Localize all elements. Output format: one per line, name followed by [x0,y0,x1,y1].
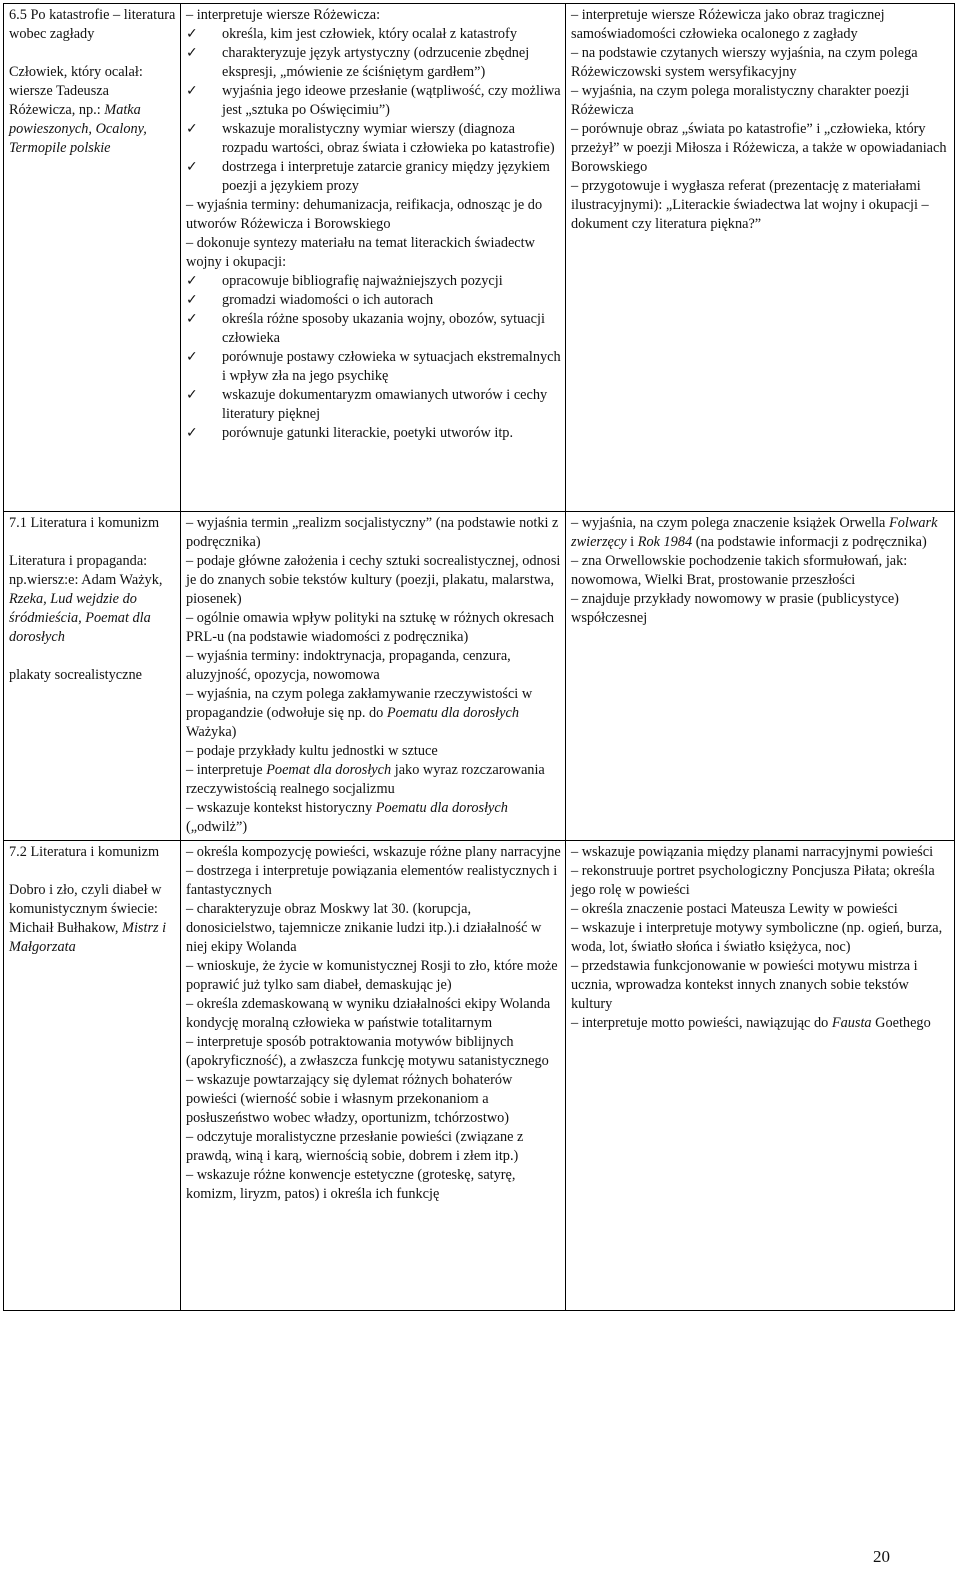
text-segment: – rekonstruuje portret psychologiczny Poncjusza Piłata; określa jego rolę w powieści [571,863,935,898]
text-segment: – interpretuje wiersze Różewicza: [186,7,381,23]
checkmark-icon: ✓ [186,121,198,137]
paragraph [186,1071,561,1128]
italic-title-text: Folwark zwierzęcy [571,515,938,550]
text-segment: – interpretuje wiersze Różewicza jako obraz tragicznej samoświadomości człowieka ocalonego z zagłady [571,7,885,42]
text-segment: – wskazuje i interpretuje motywy symboliczne (np. ogień, burza, woda, lot, światło słońca i światło księżyca, noc) [571,920,943,955]
spacer [9,533,176,552]
extended-requirements-cell [566,512,955,841]
paragraph [186,196,561,234]
checklist-item [186,158,561,196]
text-segment: – interpretuje motto powieści, nawiązując do [571,1015,832,1031]
text-segment: – wskazuje różne konwencje estetyczne (groteskę, satyrę, komizm, liryzm, patos) i określa ich funkcję [186,1167,516,1202]
paragraph [571,957,950,1014]
topic-cell [4,512,181,841]
checkmark-icon: ✓ [186,387,198,403]
paragraph [9,843,176,862]
paragraph [186,1033,561,1071]
text-segment: (na podstawie informacji z podręcznika) [692,534,927,550]
text-segment: – na podstawie czytanych wierszy wyjaśnia, na czym polega Różewiczowski system wersyfikacyjny [571,45,918,80]
checklist-item [186,25,561,44]
paragraph [186,647,561,685]
paragraph [9,63,176,158]
extended-requirements-cell [566,841,955,1311]
text-segment: – dostrzega i interpretuje powiązania elementów realistycznych i fantastycznych [186,863,558,898]
paragraph [571,843,950,862]
paragraph [571,862,950,900]
paragraph [186,6,561,25]
paragraph [186,957,561,995]
spacer [9,647,176,666]
paragraph [186,862,561,900]
text-segment: porównuje gatunki literackie, poetyki utworów itp. [222,425,514,441]
paragraph [186,761,561,799]
paragraph [571,6,950,44]
text-segment: Człowiek, który ocalał: wiersze Tadeusza Różewicza, np.: [9,64,143,118]
text-segment: i [626,534,638,550]
text-segment: – podaje główne założenia i cechy sztuki socrealistycznej, odnosi je do znanych sobie tekstów kultury (poezji, plakatu, malarstwa, piosenek) [186,553,561,607]
italic-title-text: Poematu dla dorosłych [386,705,519,721]
paragraph [571,919,950,957]
paragraph [571,514,950,552]
paragraph [571,590,950,628]
text-segment: – wskazuje kontekst historyczny [186,800,376,816]
text-segment: – porównuje obraz „świata po katastrofie” i „człowieka, który przeżył” w poezji Miłosza i Różewicza, a także w opowiadaniach Borowskiego [571,121,947,175]
text-segment: Literatura i propaganda: np.wiersz:e: Adam Ważyk, [9,553,163,588]
spacer [9,862,176,881]
checklist-item [186,386,561,424]
text-segment: – wyjaśnia, na czym polega zakłamywanie rzeczywistości w propagandzie (odwołuje się np. do [186,686,533,721]
text-segment: – dokonuje syntezy materiału na temat literackich świadectw wojny i okupacji: [186,235,535,270]
paragraph [571,120,950,177]
basic-requirements-cell [181,841,566,1311]
checklist-item [186,120,561,158]
text-segment: – przygotowuje i wygłasza referat (prezentację z materiałami ilustracyjnymi): „Literackie świadectwa lat wojny i okupacji – dokument czy literatura piękna?” [571,178,929,232]
text-segment: określa różne sposoby ukazania wojny, obozów, sytuacji człowieka [222,311,545,346]
text-segment: – charakteryzuje obraz Moskwy lat 30. (korupcja, donosicielstwo, tajemnicze znikanie ludzi itp.).i działalność w niej ekipy Wolanda [186,901,542,955]
text-segment: – zna Orwellowskie pochodzenie takich sformułowań, jak: nowomowa, Wielki Brat, prostowanie przeszłości [571,553,908,588]
text-segment: – interpretuje sposób potraktowania motywów biblijnych (apokryficzność), a zwłaszcza funkcję motywu satanistycznego [186,1034,549,1069]
topic-cell [4,4,181,512]
text-segment: – określa kompozycję powieści, wskazuje różne plany narracyjne [186,844,561,860]
italic-title-text: Rok 1984 [637,534,693,550]
checkmark-icon: ✓ [186,45,198,61]
text-segment: określa, kim jest człowiek, który ocalał z katastrofy [222,26,517,42]
topic-cell [4,841,181,1311]
text-segment: – znajduje przykłady nowomowy w prasie (publicystyce) współczesnej [571,591,899,626]
checkmark-icon: ✓ [186,159,198,175]
paragraph [186,514,561,552]
text-segment: 7.1 Literatura i komunizm [9,515,160,531]
paragraph [9,666,176,685]
checklist-item [186,348,561,386]
text-segment: dostrzega i interpretuje zatarcie granicy między językiem poezji a językiem prozy [222,159,550,194]
checkmark-icon: ✓ [186,311,198,327]
text-segment: – wskazuje powtarzający się dylemat różnych bohaterów powieści (wierność sobie i własnym przekonaniom a posłuszeństwo wobec władzy, oportunizm, tchórzostwo) [186,1072,513,1126]
checkmark-icon: ✓ [186,83,198,99]
paragraph [571,1014,950,1033]
text-segment: wskazuje dokumentaryzm omawianych utworów i cechy literatury pięknej [222,387,548,422]
text-segment: Goethego [871,1015,931,1031]
text-segment: gromadzi wiadomości o ich autorach [222,292,434,308]
text-segment: – podaje przykłady kultu jednostki w sztuce [186,743,438,759]
checklist-item [186,424,561,443]
text-segment: – określa zdemaskowaną w wyniku działalności ekipy Wolanda kondycję moralną człowieka w państwie totalitarnym [186,996,551,1031]
text-segment: – wyjaśnia terminy: dehumanizacja, reifikacja, odnosząc je do utworów Różewicza i Borowskiego [186,197,543,232]
text-segment: – wnioskuje, że życie w komunistycznej Rosji to zło, które może poprawić już tylko sam diabeł, demaskując je) [186,958,558,993]
italic-title-text: Fausta [831,1015,872,1031]
text-segment: wyjaśnia jego ideowe przesłanie (wątpliwość, czy możliwa jest „sztuka po Oświęcimiu”) [222,83,561,118]
paragraph [9,514,176,533]
italic-title-text: Poematu dla dorosłych [375,800,508,816]
spacer [9,44,176,63]
paragraph [571,552,950,590]
paragraph [186,1128,561,1166]
paragraph [186,685,561,742]
paragraph [186,799,561,837]
table-body [4,4,955,1311]
text-segment: opracowuje bibliografię najważniejszych pozycji [222,273,503,289]
text-segment: plakaty socrealistyczne [9,667,142,683]
checkmark-icon: ✓ [186,292,198,308]
paragraph [186,900,561,957]
paragraph [186,843,561,862]
table-row [4,4,955,512]
paragraph [571,900,950,919]
checklist-item [186,82,561,120]
text-segment: – wyjaśnia termin „realizm socjalistyczny” (na podstawie notki z podręcznika) [186,515,559,550]
text-segment: – wskazuje powiązania między planami narracyjnymi powieści [571,844,934,860]
page-number: 20 [873,1547,890,1566]
text-segment: – odczytuje moralistyczne przesłanie powieści (związane z prawdą, winą i karą, wiernością sobie, dobrem i złem itp.) [186,1129,524,1164]
text-segment: – interpretuje [186,762,267,778]
checklist-item [186,291,561,310]
basic-requirements-cell [181,512,566,841]
basic-requirements-cell [181,4,566,512]
paragraph [186,609,561,647]
paragraph [571,177,950,234]
text-segment: – określa znaczenie postaci Mateusza Lewity w powieści [571,901,898,917]
table-row [4,841,955,1311]
extended-requirements-cell [566,4,955,512]
italic-title-text: Rzeka, Lud wejdzie do śródmieścia, Poemat dla dorosłych [9,591,151,645]
paragraph [186,234,561,272]
text-segment: charakteryzuje język artystyczny (odrzucenie zbędnej ekspresji, „mówienie ze ściśniętym gardłem”) [222,45,530,80]
text-segment: wskazuje moralistyczny wymiar wierszy (diagnoza rozpadu wartości, obraz świata i człowieka po katastrofie) [222,121,555,156]
paragraph [186,1166,561,1204]
checkmark-icon: ✓ [186,425,198,441]
paragraph [571,44,950,82]
checklist-item [186,272,561,291]
italic-title-text: Poemat dla dorosłych [266,762,392,778]
italic-title-text: Matka powieszonych, Ocalony, Termopile polskie [9,102,147,156]
checkmark-icon: ✓ [186,26,198,42]
paragraph [9,6,176,44]
paragraph [9,552,176,647]
text-segment: 7.2 Literatura i komunizm [9,844,160,860]
paragraph [186,552,561,609]
text-segment: 6.5 Po katastrofie – literatura wobec zagłady [9,7,176,42]
text-segment: porównuje postawy człowieka w sytuacjach ekstremalnych i wpływ zła na jego psychikę [222,349,561,384]
text-segment: – wyjaśnia terminy: indoktrynacja, propaganda, cenzura, aluzyjność, opozycja, nowomowa [186,648,511,683]
paragraph [571,82,950,120]
text-segment: – przedstawia funkcjonowanie w powieści motywu mistrza i ucznia, wprowadza kontekst innych znanych sobie tekstów kultury [571,958,918,1012]
text-segment: („odwilż”) [186,819,248,835]
paragraph [9,881,176,957]
curriculum-table [3,3,955,1311]
checkmark-icon: ✓ [186,273,198,289]
text-segment: – wyjaśnia, na czym polega znaczenie książek Orwella [571,515,889,531]
text-segment: Dobro i zło, czyli diabeł w komunistycznym świecie: Michaił Bułhakow, [9,882,162,936]
paragraph [186,995,561,1033]
text-segment: jako wyraz rozczarowania rzeczywistością realnego socjalizmu [186,762,545,797]
text-segment: – wyjaśnia, na czym polega moralistyczny charakter poezji Różewicza [571,83,910,118]
text-segment: Ważyka) [186,724,237,740]
text-segment: – ogólnie omawia wpływ polityki na sztukę w różnych okresach PRL-u (na podstawie wiadomości z podręcznika) [186,610,555,645]
checkmark-icon: ✓ [186,349,198,365]
table-row [4,512,955,841]
checklist-item [186,310,561,348]
paragraph [186,742,561,761]
checklist-item [186,44,561,82]
italic-title-text: Mistrz i Małgorzata [9,920,167,955]
